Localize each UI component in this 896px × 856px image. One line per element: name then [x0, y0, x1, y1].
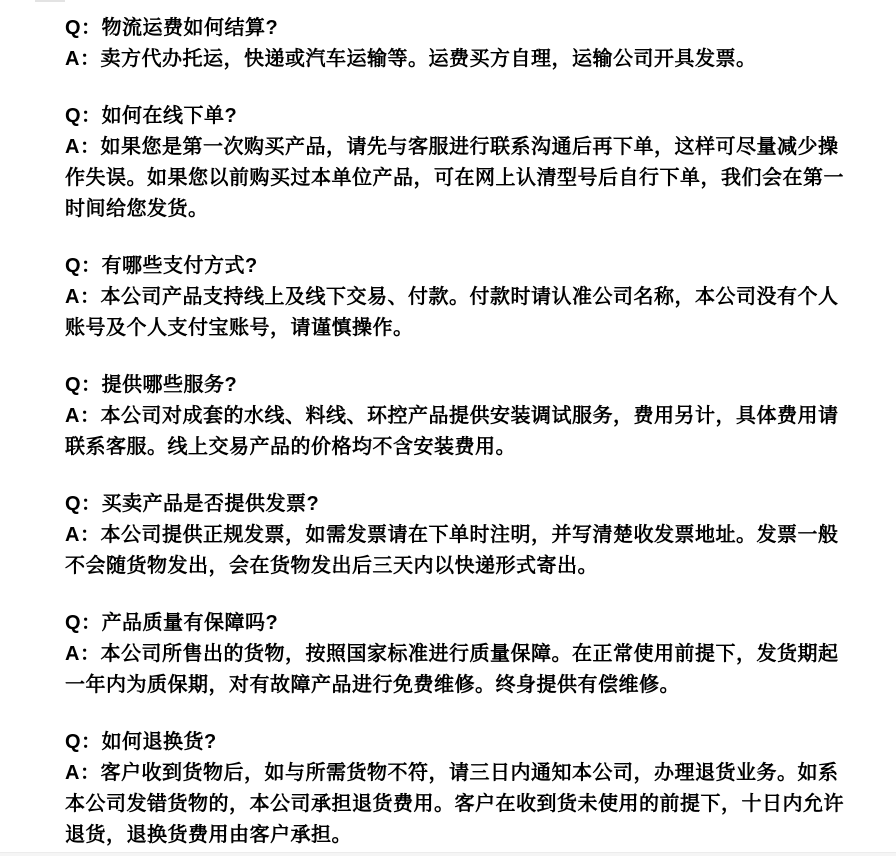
faq-question	[65, 608, 845, 639]
question-prefix: Q：	[65, 17, 102, 39]
faq-answer	[65, 639, 845, 701]
faq-answer	[65, 44, 845, 75]
question-text: 提供哪些服务?	[101, 374, 238, 396]
faq-answer	[65, 401, 845, 463]
question-text: 物流运费如何结算?	[101, 17, 279, 39]
faq-answer	[65, 758, 845, 851]
answer-text: 如果您是第一次购买产品，请先与客服进行联系沟通后再下单，这样可尽量减少操作失误。如果您以前购买过本单位产品，可在网上认清型号后自行下单，我们会在第一时间给您发货。	[65, 136, 844, 220]
faq-item	[65, 727, 845, 851]
faq-question	[65, 727, 845, 758]
answer-prefix: A：	[65, 762, 101, 784]
answer-text: 本公司所售出的货物，按照国家标准进行质量保障。在正常使用前提下，发货期起一年内为质保期，对有故障产品进行免费维修。终身提供有偿维修。	[65, 643, 839, 696]
question-prefix: Q：	[65, 493, 102, 515]
question-prefix: Q：	[65, 374, 102, 396]
question-text: 如何在线下单?	[101, 105, 238, 127]
question-prefix: Q：	[65, 255, 102, 277]
faq-item	[65, 101, 845, 225]
answer-prefix: A：	[65, 524, 101, 546]
faq-item	[65, 489, 845, 582]
answer-prefix: A：	[65, 286, 101, 308]
faq-question	[65, 101, 845, 132]
question-prefix: Q：	[65, 105, 102, 127]
answer-prefix: A：	[65, 643, 101, 665]
faq-item	[65, 608, 845, 701]
answer-text: 卖方代办托运，快递或汽车运输等。运费买方自理，运输公司开具发票。	[100, 48, 757, 70]
question-text: 有哪些支付方式?	[101, 255, 258, 277]
answer-prefix: A：	[65, 48, 101, 70]
question-text: 如何退换货?	[101, 731, 217, 753]
faq-item	[65, 251, 845, 344]
answer-text: 本公司提供正规发票，如需发票请在下单时注明，并写清楚收发票地址。发票一般不会随货物发出，会在货物发出后三天内以快递形式寄出。	[65, 524, 839, 577]
question-text: 买卖产品是否提供发票?	[101, 493, 320, 515]
faq-question	[65, 13, 845, 44]
faq-question	[65, 370, 845, 401]
faq-list	[65, 13, 845, 856]
faq-answer	[65, 282, 845, 344]
answer-prefix: A：	[65, 136, 101, 158]
faq-answer	[65, 132, 845, 225]
answer-text: 本公司产品支持线上及线下交易、付款。付款时请认准公司名称，本公司没有个人账号及个人支付宝账号，请谨慎操作。	[65, 286, 839, 339]
faq-question	[65, 251, 845, 282]
top-edge-artifact	[35, 0, 65, 2]
answer-text: 客户收到货物后，如与所需货物不符，请三日内通知本公司，办理退货业务。如系本公司发错货物的，本公司承担退货费用。客户在收到货未使用的前提下，十日内允许退货，退换货费用由客户承担。	[65, 762, 844, 846]
page-bottom-divider	[0, 852, 896, 856]
faq-item	[65, 370, 845, 463]
answer-prefix: A：	[65, 405, 101, 427]
question-prefix: Q：	[65, 612, 102, 634]
question-prefix: Q：	[65, 731, 102, 753]
faq-item	[65, 13, 845, 75]
faq-answer	[65, 520, 845, 582]
question-text: 产品质量有保障吗?	[101, 612, 279, 634]
faq-question	[65, 489, 845, 520]
answer-text: 本公司对成套的水线、料线、环控产品提供安装调试服务，费用另计，具体费用请联系客服。线上交易产品的价格均不含安装费用。	[65, 405, 839, 458]
